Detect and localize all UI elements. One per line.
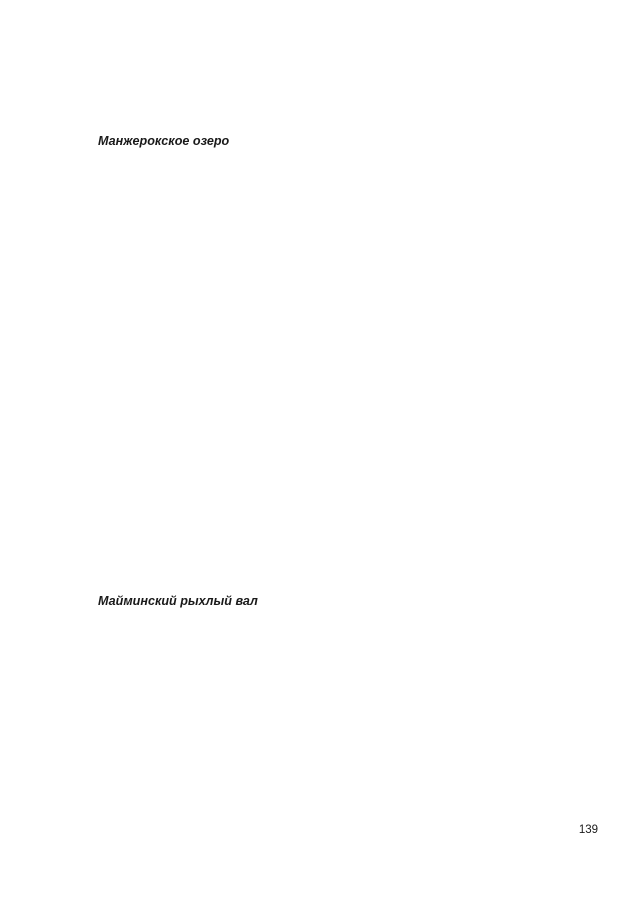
- text-line: [62, 224, 598, 242]
- text-line: [62, 187, 598, 205]
- text-line: [62, 463, 598, 481]
- text-line: [62, 684, 598, 702]
- text-line: [62, 132, 598, 150]
- text-line: [62, 702, 598, 720]
- text-line: [62, 628, 598, 646]
- text-line: [62, 536, 598, 554]
- text-line: [62, 407, 598, 425]
- text-line: [62, 904, 598, 922]
- text-line: [62, 76, 598, 94]
- paragraph-lead-term: Манжерокское озеро: [98, 133, 230, 148]
- text-line: [62, 647, 598, 665]
- text-line: [62, 389, 598, 407]
- text-line: [62, 150, 598, 168]
- text-line: [62, 757, 598, 775]
- text-line: [62, 242, 598, 260]
- paragraph-maima-moraine: [62, 592, 598, 923]
- paragraph-manzherok-lake: [62, 132, 598, 592]
- text-line: [62, 260, 598, 278]
- text-line: [62, 867, 598, 885]
- page-number: 139: [578, 824, 598, 836]
- text-line: [62, 168, 598, 186]
- text-line: [62, 95, 598, 113]
- text-line: [62, 481, 598, 499]
- text-line: [62, 334, 598, 352]
- text-line: [62, 444, 598, 462]
- text-line: [62, 205, 598, 223]
- paragraph-lead-term: Майминский рыхлый вал: [98, 593, 258, 608]
- text-line: [62, 499, 598, 517]
- text-line: [62, 573, 598, 591]
- text-line: [62, 371, 598, 389]
- text-line: [62, 518, 598, 536]
- text-line: [62, 739, 598, 757]
- text-line: [62, 592, 598, 610]
- text-line: [62, 794, 598, 812]
- text-line: [62, 886, 598, 904]
- text-line: [62, 426, 598, 444]
- text-line: [62, 776, 598, 794]
- text-line: [62, 610, 598, 628]
- text-line: [62, 720, 598, 738]
- paragraph-spring: [62, 58, 598, 132]
- text-line: [62, 316, 598, 334]
- text-line: [62, 665, 598, 683]
- text-line: [62, 297, 598, 315]
- text-line: [62, 555, 598, 573]
- text-line: [62, 849, 598, 867]
- text-line: [62, 352, 598, 370]
- text-line: [62, 279, 598, 297]
- text-line: [62, 58, 598, 76]
- text-line: [62, 113, 598, 131]
